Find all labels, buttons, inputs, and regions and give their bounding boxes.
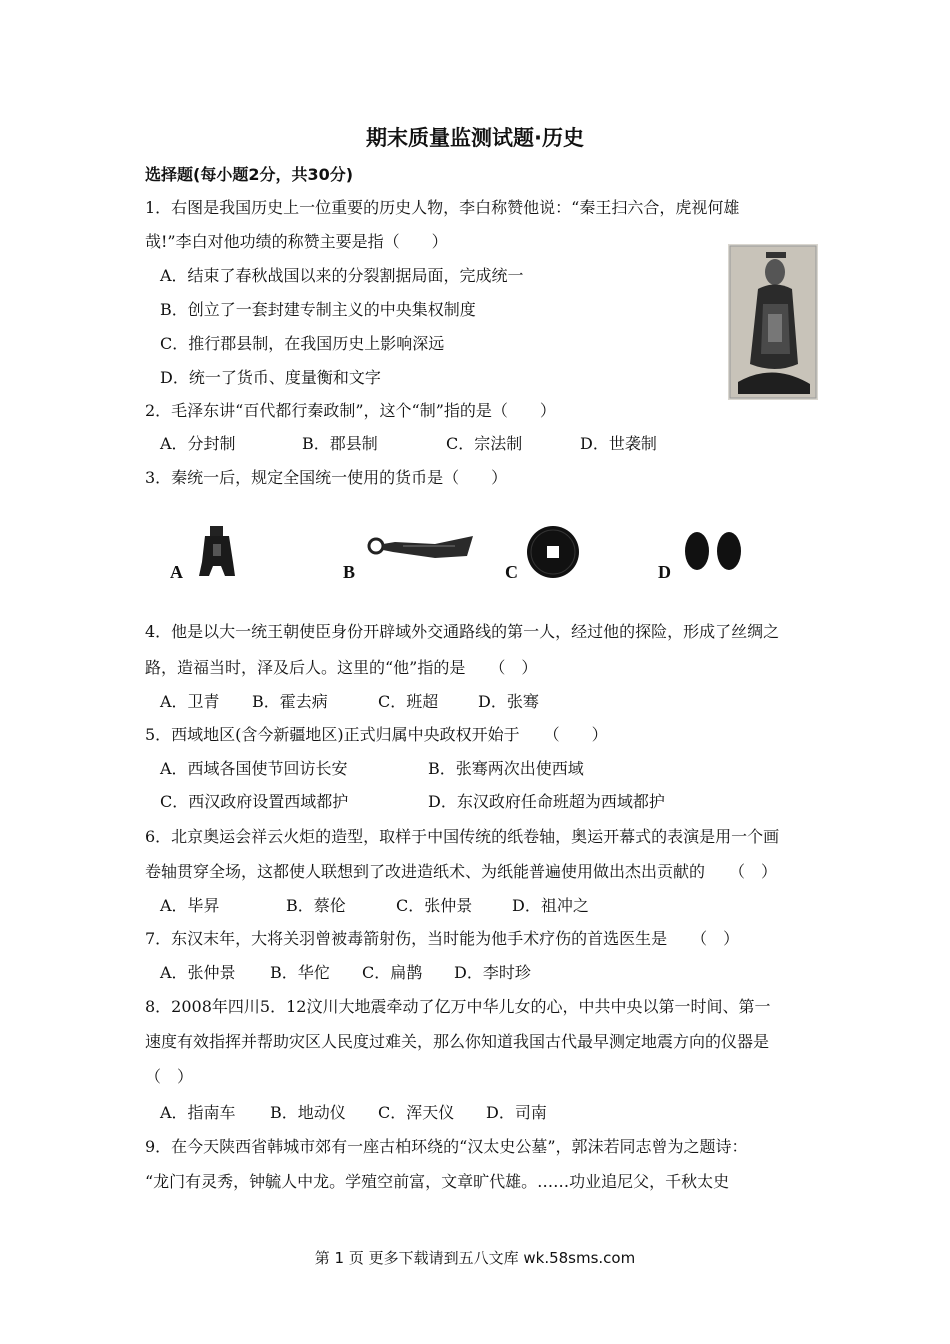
q1-stem-line2: 哉!”李白对他功绩的称赞主要是指（ ）: [145, 232, 448, 251]
q5-option-d: D．东汉政府任命班超为西域都护: [428, 792, 665, 811]
q6-option-c: C．张仲景: [396, 896, 473, 915]
q2-stem: 2．毛泽东讲“百代都行秦政制”，这个“制”指的是（ ）: [145, 401, 556, 420]
q4-stem-line2: 路，造福当时，泽及后人。这里的“他”指的是 （ ）: [145, 658, 538, 677]
q4-option-b: B．霍去病: [252, 692, 328, 711]
q7-option-a: A．张仲景: [160, 963, 236, 982]
q8-option-a: A．指南车: [160, 1103, 236, 1122]
knife-coin-image: [365, 528, 477, 568]
q8-option-d: D．司南: [486, 1103, 547, 1122]
q6-stem-line2: 卷轴贯穿全场，这都使人联想到了改进造纸术、为纸能普遍使用做出杰出贡献的 （ ）: [145, 862, 778, 881]
q7-option-d: D．李时珍: [454, 963, 531, 982]
q8-option-b: B．地动仪: [270, 1103, 346, 1122]
q4-option-c: C．班超: [378, 692, 439, 711]
q1-option-b: B．创立了一套封建专制主义的中央集权制度: [160, 300, 476, 319]
q2-option-d: D．世袭制: [580, 434, 657, 453]
section-heading: 选择题(每小题2分，共30分): [145, 165, 354, 184]
coin-label-b: B: [343, 562, 356, 582]
q4-stem-line1: 4．他是以大一统王朝使臣身份开辟域外交通路线的第一人，经过他的探险，形成了丝绸之: [145, 622, 780, 641]
q8-stem-line1: 8．2008年四川5．12汶川大地震牵动了亿万中华儿女的心，中共中央以第一时间、第一: [145, 997, 771, 1016]
q8-stem-line3: （ ）: [145, 1067, 194, 1086]
ant-nose-coin-image: [682, 530, 744, 572]
page-footer: 第 1 页 更多下载请到五八文库 wk.58sms.com: [314, 1249, 636, 1267]
q7-option-b: B．华佗: [270, 963, 330, 982]
q1-stem-line1: 1．右图是我国历史上一位重要的历史人物，李白称赞他说：“秦王扫六合，虎视何雄: [145, 198, 740, 217]
q7-option-c: C．扁鹊: [362, 963, 423, 982]
q6-option-a: A．毕昇: [160, 896, 220, 915]
q5-option-a: A．西域各国使节回访长安: [160, 759, 348, 778]
q5-option-c: C．西汉政府设置西域都护: [160, 792, 349, 811]
q4-option-d: D．张骞: [478, 692, 539, 711]
q4-option-a: A．卫青: [160, 692, 220, 711]
coin-label-d: D: [658, 562, 671, 582]
q5-stem: 5．西域地区(含今新疆地区)正式归属中央政权开始于 （ ）: [145, 725, 608, 744]
q1-option-a: A．结束了春秋战国以来的分裂割据局面，完成统一: [160, 266, 524, 285]
q2-option-a: A．分封制: [160, 434, 236, 453]
qin-emperor-portrait-image: [728, 244, 818, 400]
q2-option-b: B．郡县制: [302, 434, 378, 453]
round-coin-image: [525, 524, 581, 580]
q2-option-c: C．宗法制: [446, 434, 523, 453]
q9-stem-line1: 9．在今天陕西省韩城市郊有一座古柏环绕的“汉太史公墓”，郭沫若同志曾为之题诗：: [145, 1137, 748, 1156]
spade-coin-image: [195, 522, 240, 580]
q3-stem: 3．秦统一后，规定全国统一使用的货币是（ ）: [145, 468, 508, 487]
q8-stem-line2: 速度有效指挥并帮助灾区人民度过难关，那么你知道我国古代最早测定地震方向的仪器是: [145, 1032, 770, 1051]
q6-option-d: D．祖冲之: [512, 896, 589, 915]
q6-option-b: B．蔡伦: [286, 896, 346, 915]
coin-label-c: C: [505, 562, 518, 582]
q7-stem: 7．东汉末年，大将关羽曾被毒箭射伤，当时能为他手术疗伤的首选医生是 （ ）: [145, 929, 740, 948]
q9-stem-line2: “龙门有灵秀，钟毓人中龙。学殖空前富，文章旷代雄。……功业追尼父，千秋太史: [145, 1172, 730, 1191]
q8-option-c: C．浑天仪: [378, 1103, 455, 1122]
page-title: 期末质量监测试题·历史: [366, 126, 584, 150]
q1-option-d: D．统一了货币、度量衡和文字: [160, 368, 381, 387]
q1-option-c: C．推行郡县制，在我国历史上影响深远: [160, 334, 445, 353]
coin-label-a: A: [170, 562, 183, 582]
q6-stem-line1: 6．北京奥运会祥云火炬的造型，取样于中国传统的纸卷轴，奥运开幕式的表演是用一个画: [145, 827, 780, 846]
q5-option-b: B．张骞两次出使西域: [428, 759, 584, 778]
